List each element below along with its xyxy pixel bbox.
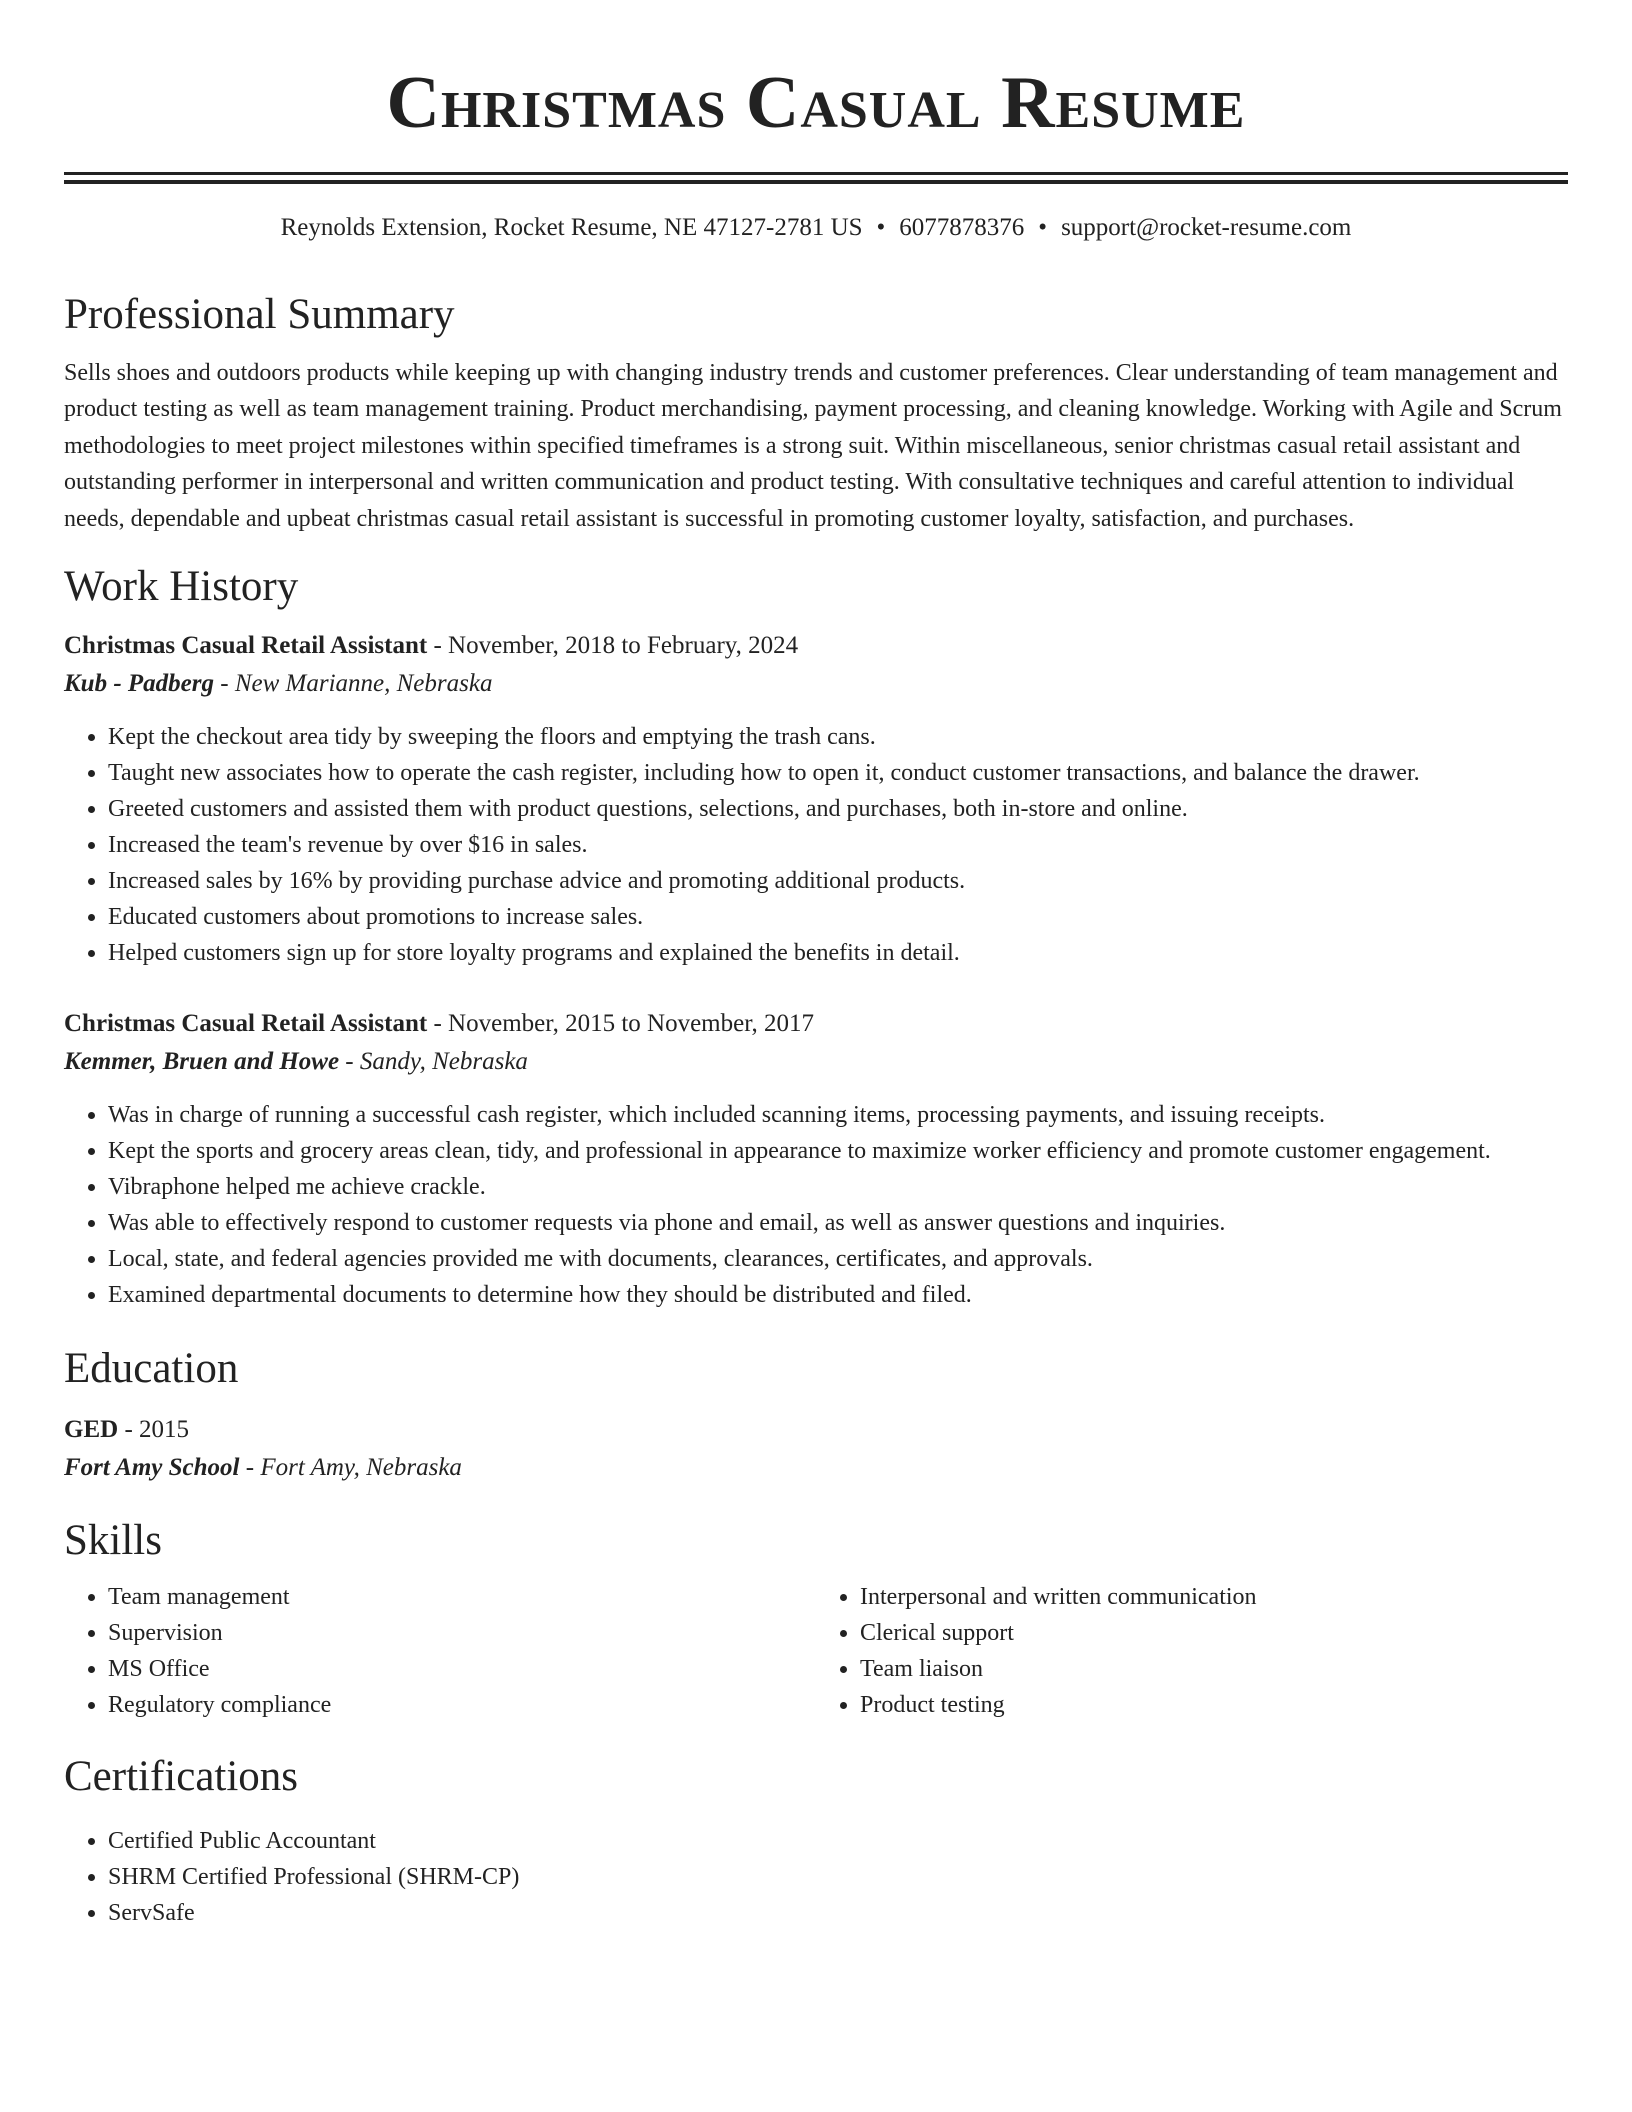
job-title: Christmas Casual Retail Assistant bbox=[64, 632, 428, 660]
list-item: • Increased sales by 16% by providing purchase advice and promoting additional products. bbox=[108, 863, 1568, 899]
job-dates: - November, 2018 to February, 2024 bbox=[427, 632, 799, 660]
skills-heading: Skills bbox=[64, 1517, 162, 1565]
list-item: • Product testing bbox=[860, 1687, 1568, 1723]
job-company-line bbox=[64, 665, 1568, 703]
list-item: • ServSafe bbox=[108, 1895, 1568, 1931]
certifications-list bbox=[64, 1823, 1568, 1931]
education-degree-line bbox=[64, 1411, 1568, 1449]
list-item: • Interpersonal and written communication bbox=[860, 1579, 1568, 1615]
list-item: • Taught new associates how to operate the cash register, including how to open it, conduct customer transactions, and balance the drawer. bbox=[108, 755, 1568, 791]
list-item: • Was in charge of running a successful cash register, which included scanning items, processing payments, and issuing receipts. bbox=[108, 1097, 1568, 1133]
education-degree: GED bbox=[64, 1416, 119, 1444]
education-entry bbox=[64, 1411, 1568, 1487]
education-school: Fort Amy School bbox=[64, 1454, 240, 1482]
resume-title: Christmas Casual Resume bbox=[386, 62, 1246, 144]
job-entry bbox=[64, 1005, 1568, 1313]
contact-email: support@rocket-resume.com bbox=[1061, 214, 1352, 241]
list-item: • Certified Public Accountant bbox=[108, 1823, 1568, 1859]
list-item: • MS Office bbox=[108, 1651, 816, 1687]
contact-phone: 6077878376 bbox=[899, 214, 1025, 241]
contact-separator: • bbox=[876, 214, 886, 241]
list-item: • SHRM Certified Professional (SHRM-CP) bbox=[108, 1859, 1568, 1895]
skills-list-right bbox=[816, 1579, 1568, 1723]
list-item: • Educated customers about promotions to increase sales. bbox=[108, 899, 1568, 935]
list-item: • Clerical support bbox=[860, 1615, 1568, 1651]
contact-address: Reynolds Extension, Rocket Resume, NE 47127-2781 US bbox=[280, 214, 863, 241]
list-item: • Regulatory compliance bbox=[108, 1687, 816, 1723]
job-dates: - November, 2015 to November, 2017 bbox=[427, 1010, 815, 1038]
contact-separator: • bbox=[1038, 214, 1048, 241]
job-title-line bbox=[64, 1005, 1568, 1043]
work-history-heading: Work History bbox=[64, 563, 299, 611]
education-location: - Fort Amy, Nebraska bbox=[239, 1454, 462, 1482]
list-item: • Kept the sports and grocery areas clean, tidy, and professional in appearance to maximize worker efficiency and promote customer engagement. bbox=[108, 1133, 1568, 1169]
certifications-heading: Certifications bbox=[64, 1753, 299, 1801]
summary-heading: Professional Summary bbox=[64, 291, 455, 338]
list-item: • Helped customers sign up for store loyalty programs and explained the benefits in detail. bbox=[108, 935, 1568, 971]
summary-text: Sells shoes and outdoors products while keeping up with changing industry trends and customer preferences. Clear understanding of team management and product testing as well as team management training. Product merchandising, payment processing, and cleaning knowledge. Working with Agile and Scrum methodologies to meet project milestones within specified timeframes is a strong suit. Within miscellaneous, senior christmas casual retail assistant and outstanding performer in interpersonal and written communication and product testing. With consultative techniques and careful attention to individual needs, dependable and upbeat christmas casual retail assistant is successful in promoting customer loyalty, satisfaction, and purchases. bbox=[64, 360, 1562, 532]
education-heading: Education bbox=[64, 1345, 239, 1393]
job-company: Kub - Padberg bbox=[64, 670, 214, 698]
contact-line bbox=[64, 212, 1568, 244]
job-location: - Sandy, Nebraska bbox=[339, 1048, 528, 1076]
job-company: Kemmer, Bruen and Howe bbox=[64, 1048, 340, 1076]
education-year: - 2015 bbox=[118, 1416, 190, 1444]
job-duties-list bbox=[64, 1097, 1568, 1313]
list-item: • Greeted customers and assisted them with product questions, selections, and purchases, both in-store and online. bbox=[108, 791, 1568, 827]
job-company-line bbox=[64, 1043, 1568, 1081]
list-item: • Team liaison bbox=[860, 1651, 1568, 1687]
title-divider bbox=[64, 172, 1568, 175]
skills-columns bbox=[64, 1579, 1568, 1723]
list-item: • Team management bbox=[108, 1579, 816, 1615]
list-item: • Vibraphone helped me achieve crackle. bbox=[108, 1169, 1568, 1205]
job-title-line bbox=[64, 627, 1568, 665]
list-item: • Local, state, and federal agencies provided me with documents, clearances, certificates, and approvals. bbox=[108, 1241, 1568, 1277]
list-item: • Supervision bbox=[108, 1615, 816, 1651]
job-duties-list bbox=[64, 719, 1568, 971]
list-item: • Was able to effectively respond to customer requests via phone and email, as well as answer questions and inquiries. bbox=[108, 1205, 1568, 1241]
skills-list-left bbox=[64, 1579, 816, 1723]
job-title: Christmas Casual Retail Assistant bbox=[64, 1010, 428, 1038]
list-item: • Examined departmental documents to determine how they should be distributed and filed. bbox=[108, 1277, 1568, 1313]
list-item: • Kept the checkout area tidy by sweeping the floors and emptying the trash cans. bbox=[108, 719, 1568, 755]
job-entry bbox=[64, 627, 1568, 971]
list-item: • Increased the team's revenue by over $16 in sales. bbox=[108, 827, 1568, 863]
education-school-line bbox=[64, 1449, 1568, 1487]
job-location: - New Marianne, Nebraska bbox=[214, 670, 493, 698]
